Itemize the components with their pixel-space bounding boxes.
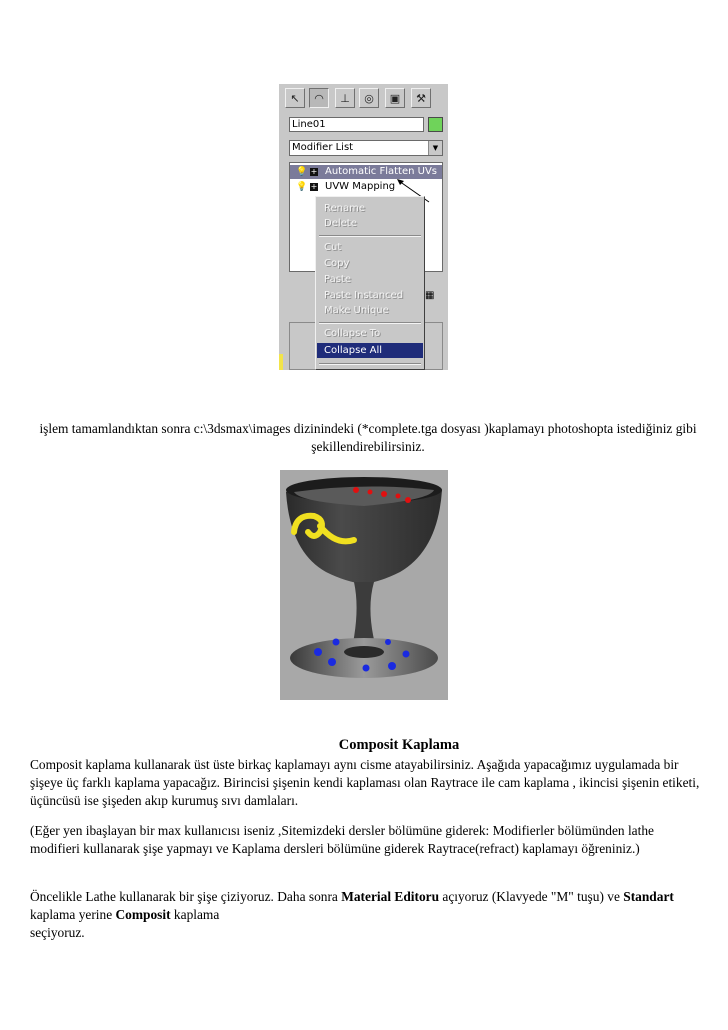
p3-text: seçiyoruz. bbox=[30, 925, 85, 941]
menu-separator bbox=[319, 363, 421, 365]
utilities-icon[interactable]: ⚒ bbox=[411, 88, 431, 108]
lightbulb-icon[interactable]: 💡 bbox=[296, 167, 308, 177]
paragraph-3 bbox=[30, 888, 706, 943]
p3-bold-standart: Standart bbox=[623, 889, 674, 904]
pointer-icon[interactable]: ↖ bbox=[285, 88, 305, 108]
screenshot-caption: işlem tamamlandıktan sonra c:\3dsmax\images dizinindeki (*complete.tga dosyası )kaplamayı photoshopta istediğiniz gibi şekillendirebilirsiniz. bbox=[39, 421, 697, 454]
menu-item-collapse-to[interactable]: Collapse To bbox=[324, 328, 381, 339]
p3-text: açıyoruz (Klavyede "M" tuşu) ve bbox=[439, 889, 624, 904]
stack-item-label: Automatic Flatten UVs bbox=[325, 166, 438, 177]
menu-item-collapse-all[interactable]: Collapse All bbox=[317, 343, 423, 358]
p3-bold-composit: Composit bbox=[115, 907, 171, 923]
config-icon[interactable]: ▦ bbox=[425, 290, 435, 301]
lightbulb-icon[interactable]: 💡 bbox=[296, 182, 308, 192]
menu-separator bbox=[319, 235, 421, 237]
object-name-field[interactable]: Line01 bbox=[289, 117, 424, 132]
context-menu bbox=[315, 196, 425, 370]
menu-item-make-unique[interactable]: Make Unique bbox=[324, 305, 389, 316]
modifier-list-label: Modifier List bbox=[292, 142, 354, 153]
hierarchy-icon[interactable]: ⊥ bbox=[335, 88, 355, 108]
paragraph-1: Composit kaplama kullanarak üst üste birkaç kaplamayı aynı cisme atayabilirsiniz. Aşağıda yapacağımız uygulamada bir şişeye üç farklı kaplama yapacağız. Birincisi şişenin kendi kaplaması olan Raytrace ile cam kaplama , ikincisi şişenin etiketi, üçüncüsü ise şişeden akıp kurumuş sıvı damlaları. bbox=[30, 757, 700, 809]
menu-item-delete[interactable]: Delete bbox=[324, 218, 357, 229]
display-icon[interactable]: ▣ bbox=[385, 88, 405, 108]
viewport-edge bbox=[279, 354, 283, 370]
goblet-render-image bbox=[280, 470, 448, 700]
p3-text: Öncelikle Lathe kullanarak bir şişe çiziyoruz. Daha sonra bbox=[30, 889, 342, 904]
expand-icon[interactable]: + bbox=[310, 182, 318, 191]
p3-bold-material-editoru: Material Editoru bbox=[341, 889, 440, 904]
object-color-swatch[interactable] bbox=[428, 117, 443, 132]
expand-icon[interactable]: + bbox=[310, 167, 318, 176]
paragraph-2: (Eğer yen ibaşlayan bir max kullanıcısı iseniz ,Sitemizdeki dersler bölümüne giderek: Modifierler bölümünden lathe modifieri kullanarak şişe yapmayı ve Kaplama dersleri bölümüne giderek Raytrace(refract) kaplamayı öğreniniz.) bbox=[30, 823, 654, 857]
section-title: Composit Kaplama bbox=[338, 737, 460, 753]
curve-icon[interactable]: ◠ bbox=[309, 88, 329, 108]
chevron-down-icon[interactable]: ▼ bbox=[428, 141, 442, 155]
stack-item-automatic-flatten-uvs[interactable] bbox=[290, 165, 442, 179]
max-modify-panel-screenshot bbox=[279, 84, 448, 370]
p3-text: kaplama yerine bbox=[30, 907, 116, 923]
menu-item-cut[interactable]: Cut bbox=[324, 242, 342, 253]
menu-item-paste[interactable]: Paste bbox=[324, 274, 351, 285]
motion-icon[interactable]: ◎ bbox=[359, 88, 379, 108]
menu-item-rename[interactable]: Rename bbox=[324, 203, 366, 214]
menu-separator bbox=[319, 322, 421, 324]
p3-text: kaplama bbox=[170, 907, 220, 923]
stack-item-label: UVW Mapping bbox=[325, 181, 396, 192]
menu-item-paste-instanced[interactable]: Paste Instanced bbox=[324, 290, 404, 301]
command-panel-toolbar bbox=[283, 86, 446, 112]
menu-item-copy[interactable]: Copy bbox=[324, 258, 350, 269]
modifier-list-dropdown[interactable] bbox=[289, 140, 443, 156]
